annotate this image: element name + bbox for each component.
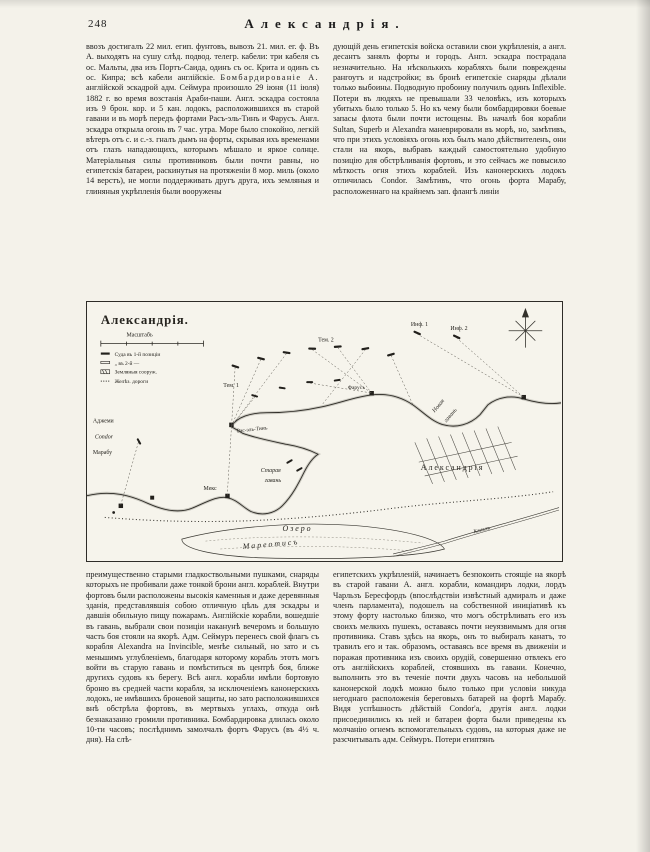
page-number: 248	[88, 18, 108, 30]
top-text-block	[86, 42, 566, 292]
bottom-text-block	[86, 570, 566, 810]
map-label-adzhemi: Аджеми	[92, 418, 114, 425]
map-label-old-harbor-2: гавань	[264, 477, 282, 484]
map-label-lake-1: Озеро	[282, 524, 313, 534]
map-label-inf-2: Инф. 2	[450, 325, 468, 332]
legend-item-earthworks: Земляныя сооруж.	[114, 369, 158, 376]
map-label-new-harbor-1: Новая	[431, 398, 447, 415]
top-left-emphasis: Бомбардированіе А.	[220, 72, 319, 82]
page-content	[86, 42, 566, 810]
compass-rose	[509, 309, 543, 348]
map-label-new-harbor-2: гавань	[443, 407, 459, 424]
text-column-bottom-right: египетскихъ укрѣпленій, начинаетъ безпокоить стоящіе на якорѣ въ старой гавани А. англ. корабли, командиръ лодки, лордъ Чарльзъ Бересфордъ (впослѣдствіи извѣстный адмиралъ и даже членъ парламента), подошелъ на собственной иниціативѣ къ этому форту настолько близко, что могъ обстрѣливать его изъ своихъ мелкихъ пушекъ, оставаясь почти неуязвимымъ для огня противника. Ставъ здѣсь на якорь, онъ то выбиралъ канатъ, то травилъ его и так. образомъ, оставаясь все время въ движеніи и поражая противника изъ своихъ орудій, совершенно отвлекъ его отъ англійскихъ кораблей, стоявшихъ въ гавани. Конечно, выполнить это въ теченіе почти двухъ часовъ на небольшой канонерской лодкѣ можно было только при условіи никуда негоднаго расположенія береговыхъ батарей на фортѣ Марабу. Видя успѣшность дѣйствій Condor'а, другія англ. лодки присоединились къ ней и батареи форта были приведены къ молчанію огнемъ вспомогательныхъ судовъ, на которыя даже не разсчитывалъ адм. Сеймуръ. Потери египтянъ	[333, 570, 566, 745]
map-label-city: Александрія	[420, 463, 485, 473]
coast-shade	[87, 394, 561, 513]
map-label-inf-1: Инф. 1	[410, 321, 429, 328]
legend-symbols	[101, 353, 110, 382]
legend-ship-1-symbol	[101, 353, 110, 355]
map-label-ras-el-tin: Рас-эль-Тинъ	[236, 425, 268, 435]
top-left-pre: ввозъ достигалъ 22 мил. егип. фунтовъ, вывозъ 21. мил. ег. ф. Въ А. выходятъ на сушу слѣд. подвод. телегр. кабели: три кабеля съ ос. Мальты, два изъ Портъ-Саида, одинъ съ ос. Крита и одинъ съ ос. Кипра; всѣ кабели англійскіе.	[86, 42, 319, 82]
text-column-top-left	[86, 42, 319, 292]
legend-item-ships-2: „ въ 2-й —	[114, 360, 140, 367]
coastline	[87, 394, 561, 513]
alexandria-map	[87, 302, 561, 561]
map-label-old-harbor-1: Старая	[260, 467, 281, 474]
legend-item-railways: Желѣз. дороги	[114, 379, 149, 386]
text-column-bottom-left: преимущественно старыми гладкоствольными пушками, снаряды которыхъ не пробивали даже тонкой брони англ. кораблей. Внутри фортовъ были расположены высокія каменныя и даже деревянныя зданія, представлявшія собою отличную цѣль для эскадры и давшія обильную пищу пожарамъ. Англійскіе корабли, вошедшіе въ гавань, выбрали свои позиціи наканунѣ вечеромъ и большую часть боя стояли на якорѣ. Адм. Сеймуръ перенесъ свой флагъ съ корабля Alexandra на Invincible, менѣе сильный, но зато и съ меньшимъ углубленіемъ, благодаря которому корабль этотъ могъ войти въ старую гавань и помѣститься въ центрѣ боя, ближе другихъ судовъ къ берегу. Всѣ англ. корабли имѣли бортовую броню въ средней части корабля, за исключеніемъ канонерскихъ лодокъ, не имѣвшихъ броневой защиты, но зато расположившихся внѣ обстрѣла фортовъ, въ мертвыхъ углахъ, откуда онѣ безнаказанно громили противника. Бомбардировка длилась около 10-ти часовъ; послѣднимъ замолчалъ фортъ Фарусъ (въ 4½ ч. дня). На слѣ-	[86, 570, 319, 745]
legend-ship-2-symbol	[101, 361, 110, 363]
map-label-tem-2: Тем. 2	[318, 337, 334, 344]
map-scale-label: Масштабъ	[126, 332, 153, 339]
fire-lines	[121, 334, 524, 506]
map-label-marabut: Марабу	[92, 450, 113, 457]
scale-bar	[101, 341, 204, 347]
alexandria-map-figure	[86, 301, 563, 562]
text-column-top-right: дующій день египетскія войска оставили свои укрѣпленія, а англ. десантъ занялъ форты и городъ. Англ. эскадра пострадала незначительно. На нѣсколькихъ корабляхъ были повреждены рангоутъ и надстройки; въ бронѣ египетскіе снаряды дѣлали только выбоины. Подводную пробоину получилъ одинъ Inflexible. Потери въ людяхъ не превышали 33 человѣкъ, изъ которыхъ убитыхъ было только 5. Но къ чему были бомбардировки боевые запасы флота были почти истощены. Въ началѣ боя корабли Sultan, Superb и Alexandra маневрировали въ морѣ, но, замѣтивъ, что при этихъ условіяхъ огонь ихъ былъ мало дѣйствителенъ, они стали на якорь, выбравъ каждый самостоятельно удобную позицію для обстрѣливанія фортовъ, и это сейчасъ же повысило мѣткость огня этихъ кораблей. Изъ канонерскихъ лодокъ отличилась Condor. Замѣтивъ, что огонь форта Марабу, расположеннаго на крайнемъ зап. флангѣ линіи	[333, 42, 566, 196]
legend-item-ships-1: Суда въ 1-й позиціи	[114, 351, 161, 358]
page-title: Александрія.	[244, 16, 406, 31]
map-label-farus: Фарусъ	[347, 385, 365, 392]
map-label-condor: Condor	[94, 434, 113, 441]
map-title: Александрія.	[100, 312, 189, 327]
map-label-meks: Мекс	[203, 485, 217, 492]
ship-marks	[136, 330, 460, 472]
railway-line	[105, 492, 553, 522]
map-label-canal: Каналъ	[473, 525, 491, 536]
top-left-post: англійской эскадрой адм. Сеймура произошло 29 іюня (11 іюля) 1882 г. во время возстанія Араби-паши. Англ. эскадра состояла изъ 9 брон. кор. и 5 кан. лодокъ, расположившихся въ старой гавани и въ морѣ передъ фортами Расъ-эль-Тинъ и Фарусъ. Англ. эскадра открыла огонь въ 7 час. утра. Море было спокойно, легкій вѣтеръ отъ с. и с.-з. гналъ дымъ на форты, скрывая ихъ временами отъ глазъ нападающихъ, которымъ мѣшало и яркое солнце. Матеріальныя силы противниковъ были почти равны, но египетскія батареи, раскинутыя на протяженіи 8 мор. миль (около 14 верстъ), не могли поддерживать другъ друга, ихъ земляныя и глиняныя укрѣпленія были вооружены	[86, 83, 319, 196]
legend-earthwork-symbol	[101, 370, 110, 374]
map-label-lake-2: Мареотисъ	[242, 537, 300, 552]
city-hatch	[415, 427, 518, 484]
map-label-tem-1: Тем. 1	[223, 383, 239, 390]
